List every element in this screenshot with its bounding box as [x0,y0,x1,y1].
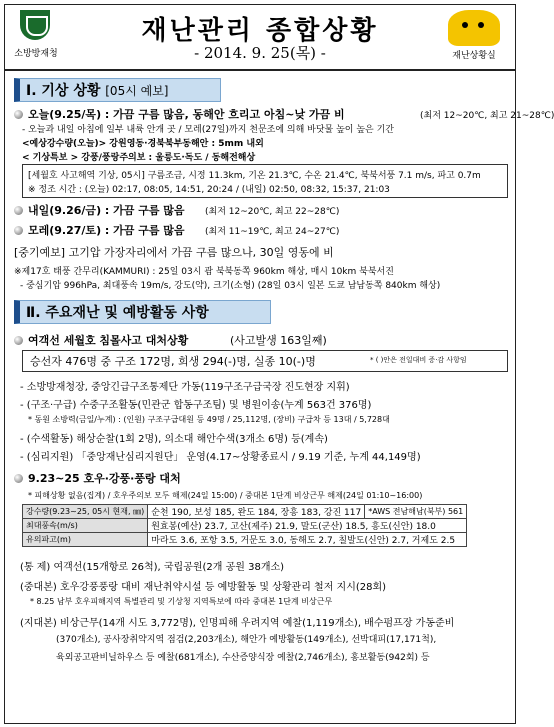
team-label: 재난상황실 [452,51,496,61]
table-cell: 마라도 3.6, 포항 3.5, 거문도 3.0, 동해도 2.7, 칠발도(신안) 2.7, 거제도 2.5 [148,533,467,547]
weather-table [22,504,467,547]
logo-inner-icon [26,16,48,36]
response-line: - (수색활동) 해상순찰(1회 2명), 의소대 해안수색(3개소 6명) 등(계속) [20,434,328,445]
table-cell: 원효봉(예산) 23.7, 고산(제주) 21.9, 말도(군산) 18.5, 흥도(신안) 18.0 [148,519,467,533]
rain-note: * 피해상황 없음(집계) / 호우주의보 모두 해제(24일 15:00) / 중대본 1단계 비상근무 해제(24일 01:10~16:00) [28,491,423,500]
casualty-stats: 승선자 476명 중 구조 172명, 희생 294(-)명, 실종 10(-)명 [30,355,316,368]
sewol-heading: 여객선 세월호 침몰사고 대처상황 [28,334,189,347]
section2-title: Ⅱ. 주요재난 및 예방활동 사항 [26,305,209,321]
report-date: - 2014. 9. 25(목) - [194,44,326,62]
weather-warning: < 기상특보 > 강풍/풍랑주의보 : 울릉도·독도 / 동해전해상 [22,153,256,163]
local-hq-item: (지대본) 비상근무(14개 시도 3,772명), 인명피해 우려지역 예찰(1,119개소), 배수펌프장 가동준비 [20,618,455,629]
sewol-weather: [세월호 사고해역 기상, 05시] 구름조금, 시정 11.3km, 기온 21.3℃, 수온 21.4℃, 북북서풍 7.1 m/s, 파고 0.7m [28,171,481,181]
page-title: 재난관리 종합상황 [141,16,379,46]
table-cell: 최대풍속(m/s) [23,519,148,533]
hq-item: (중대본) 호우강풍풍랑 대비 재난취약시설 등 예방활동 및 상황관리 철저 지시(28회) [20,582,387,593]
tomorrow-forecast: 내일(9.26/금) : 가끔 구름 많음 [28,204,185,217]
bullet-icon [14,336,23,345]
typhoon-line1: ※제17호 태풍 간무리(KAMMURI) : 25일 03시 괌 북북동쪽 960km 해상, 매시 10km 북북서진 [14,267,394,277]
rain-amount: <예상강수량(오늘)> 강원영동·경북북부동해안 : 5mm 내외 [22,139,264,149]
today-forecast: 오늘(9.25/목) : 가끔 구름 많음, 동해안 흐리고 아침~낮 가끔 비 [28,108,345,121]
table-row [23,505,467,519]
today-note: - 오늘과 내일 아침에 일부 내륙 안개 곳 / 모레(27일)까지 천문조에 의해 바닷물 높이 높은 기간 [22,125,394,135]
table-cell: 유의파고(m) [23,533,148,547]
today-temp: (최저 12~20℃, 최고 21~28℃) [420,111,554,121]
local-hq-item-cont: (370개소), 공사장취약지역 점검(2,203개소), 해안가 예방활동(149개소), 선박대피(17,171척), [56,635,437,645]
stats-note: * ( )안은 전일대비 증·감 사항임 [370,356,467,364]
response-line: * 동원 소방력(금일/누계) : (인원) 구조구급대원 등 49명 / 25,112명, (장비) 구급차 등 13대 / 5,728대 [28,415,390,424]
bullet-icon [14,110,23,119]
response-line: - (심리지원) 「중앙재난심리지원단」 운영(4.17~상황종료시 / 9.19 기준, 누계 44,149명) [20,452,421,463]
org-label: 소방방재청 [14,49,58,59]
mascot-eye-icon [478,22,484,28]
bullet-icon [14,226,23,235]
response-line: - 소방방재청장, 중앙긴급구조통제단 가동(119구조구급국장 진도현장 지휘) [20,382,350,393]
bullet-icon [14,206,23,215]
table-row [23,533,467,547]
bullet-icon [14,474,23,483]
typhoon-line2: - 중심기압 996hPa, 최대풍속 19m/s, 강도(약), 크기(소형) (28일 03시 일본 도쿄 남남동쪽 840km 해상) [20,281,441,291]
mid-forecast: [중기예보] 고기압 가장자리에서 가끔 구름 많으나, 30일 영동에 비 [14,246,334,259]
mascot-icon [448,10,500,46]
response-line: - (구조·구급) 수중구조활동(민관군 합동구조팀) 및 병원이송(누계 563건 376명) [20,400,372,411]
table-row [23,519,467,533]
table-cell: 순천 190, 보성 185, 완도 184, 장흥 183, 강진 117 [148,505,365,519]
local-hq-item-cont: 육외공고판비닐하우스 등 예찰(681개소), 수산증양식장 예찰(2,746개소), 홍보활동(942회) 등 [56,653,430,663]
tomorrow-temp: (최저 12~20℃, 최고 22~28℃) [205,207,340,217]
dayafter-forecast: 모레(9.27/토) : 가끔 구름 많음 [28,224,185,237]
rain-heading: 9.23~25 호우·강풍·풍랑 대처 [28,472,181,485]
mascot-eye-icon [462,22,468,28]
section1-title: Ⅰ. 기상 상황 [05시 예보] [26,83,169,99]
table-cell: 강수량(9.23~25, 05시 현재, ㎜) [23,505,148,519]
sewol-days: (사고발생 163일째) [230,334,327,347]
control-item: (통 제) 여객선(15개항로 26척), 국립공원(2개 공원 38개소) [20,562,285,573]
table-cell: *AWS 전남해남(북부) 561 [365,505,467,519]
hq-note: * 8.25 남부 호우피해지역 특별관리 및 기상청 지역특보에 따라 중대본 1단계 비상근무 [30,597,333,606]
dayafter-temp: (최저 11~19℃, 최고 24~27℃) [205,227,340,237]
tide-times: ※ 정조 시간 : (오늘) 02:17, 08:05, 14:51, 20:24 / (내일) 02:50, 08:32, 15:37, 21:03 [28,185,390,195]
